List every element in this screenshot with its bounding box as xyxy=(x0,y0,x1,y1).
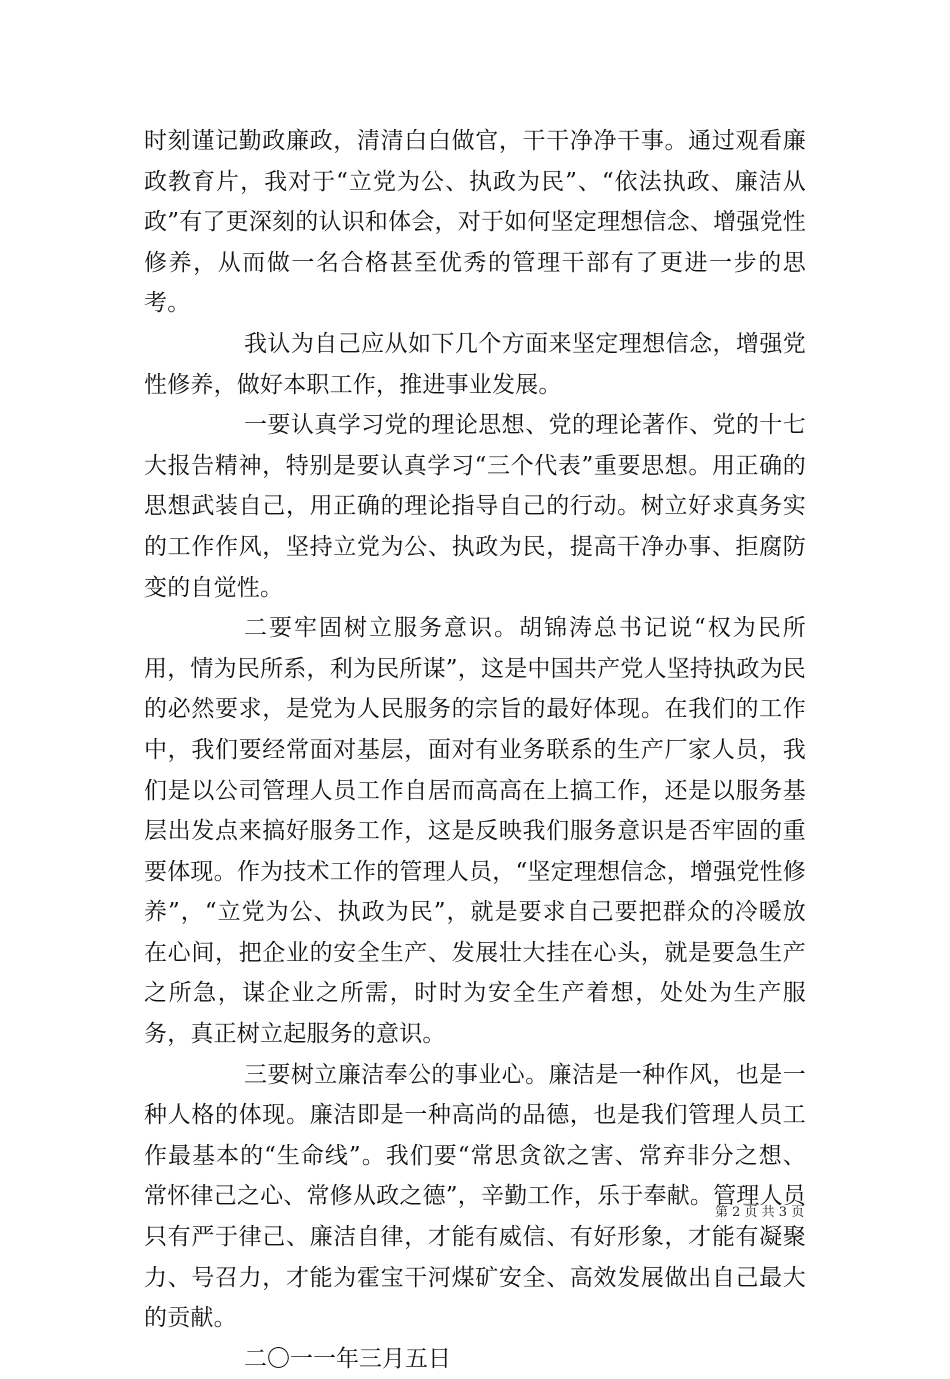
document-body xyxy=(144,121,806,1379)
paragraph-point-one: 一要认真学习党的理论思想、党的理论著作、党的十七大报告精神，特别是要认真学习“三个代表”重要思想。用正确的思想武装自己，用正确的理论指导自己的行动。树立好求真务实的工作作风，坚持立党为公、执政为民，提高干净办事、拒腐防变的自觉性。 xyxy=(144,412,806,601)
paragraph-point-three: 三要树立廉洁奉公的事业心。廉洁是一种作风，也是一种人格的体现。廉洁即是一种高尚的品德，也是我们管理人员工作最基本的“生命线”。我们要“常思贪欲之害、常弃非分之想、常怀律己之心、常修从政之德”，辛勤工作，乐于奉献。管理人员只有严于律己、廉洁自律，才能有威信、有好形象，才能有凝聚力、号召力，才能为霍宝干河煤矿安全、高效发展做出自己最大的贡献。 xyxy=(144,1061,806,1332)
paragraph-point-two: 二要牢固树立服务意识。胡锦涛总书记说“权为民所用，情为民所系，利为民所谋”，这是中国共产党人坚持执政为民的必然要求，是党为人民服务的宗旨的最好体现。在我们的工作中，我们要经常面对基层，面对有业务联系的生产厂家人员，我们是以公司管理人员工作自居而高高在上搞工作，还是以服务基层出发点来搞好服务工作，这是反映我们服务意识是否牢固的重要体现。作为技术工作的管理人员，“坚定理想信念，增强党性修养”，“立党为公、执政为民”，就是要求自己要把群众的冷暖放在心间，把企业的安全生产、发展壮大挂在心头，就是要急生产之所急，谋企业之所需，时时为安全生产着想，处处为生产服务，真正树立起服务的意识。 xyxy=(144,615,806,1048)
page-number-footer: 第 2 页 共 3 页 xyxy=(715,1205,805,1220)
paragraph-overview: 我认为自己应从如下几个方面来坚定理想信念，增强党性修养，做好本职工作，推进事业发展。 xyxy=(144,330,806,398)
paragraph-intro: 时刻谨记勤政廉政，清清白白做官，干干净净干事。通过观看廉政教育片，我对于“立党为公、执政为民”、“依法执政、廉洁从政”有了更深刻的认识和体会，对于如何坚定理想信念、增强党性修养，从而做一名合格甚至优秀的管理干部有了更进一步的思考。 xyxy=(144,128,806,317)
document-date: 二〇一一年三月五日 xyxy=(244,1345,451,1372)
